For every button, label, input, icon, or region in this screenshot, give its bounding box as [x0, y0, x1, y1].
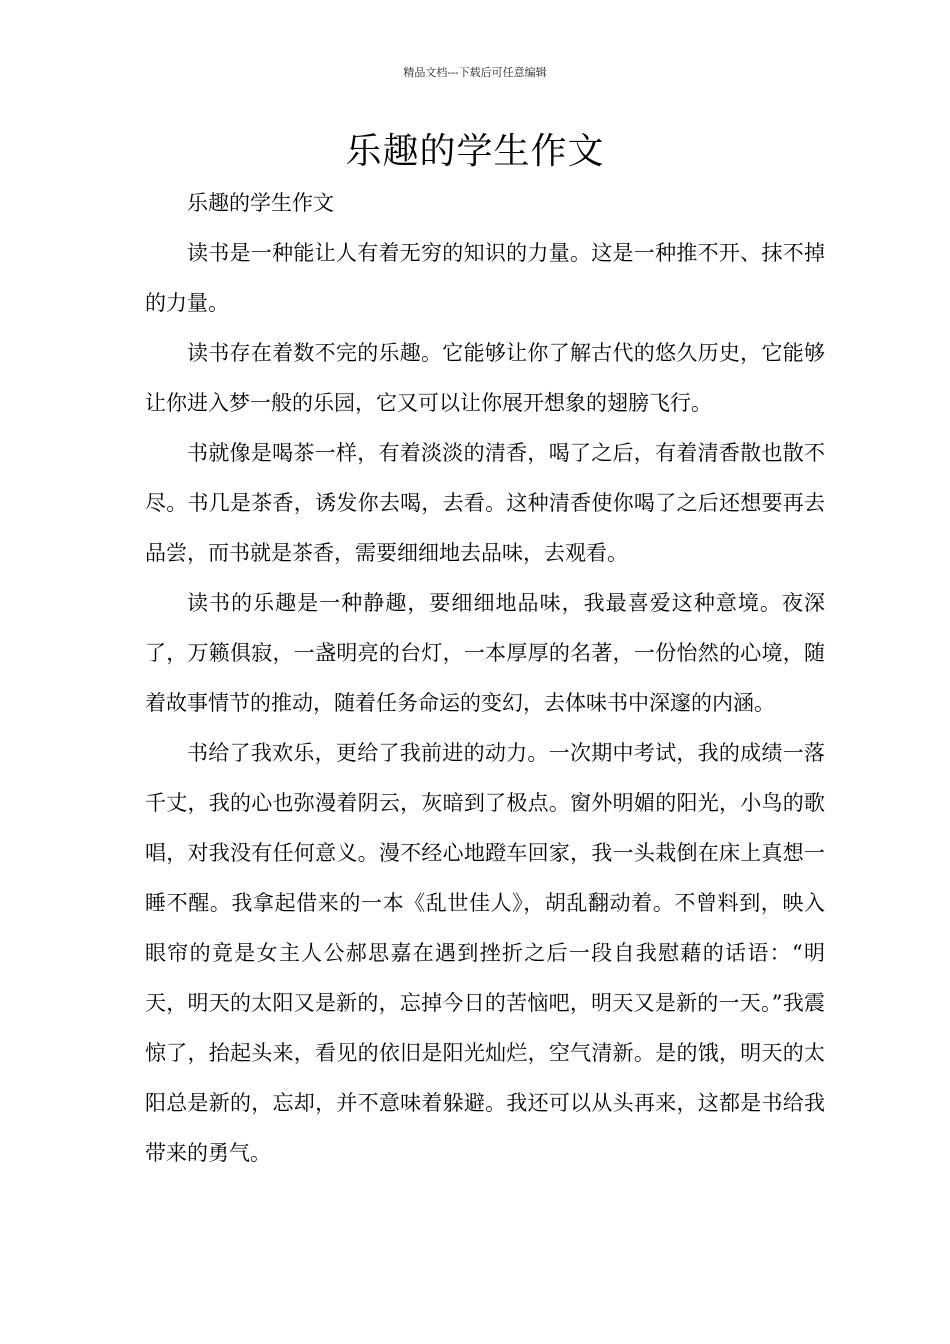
- paragraph: 读书是一种能让人有着无穷的知识的力量。这是一种推不开、抹不掉的力量。: [145, 241, 825, 315]
- page-title: 乐趣的学生作文: [345, 131, 605, 172]
- paragraph: 读书的乐趣是一种静趣，要细细地品味，我最喜爱这种意境。夜深了，万籁俱寂，一盏明亮的台灯，一本厚厚的名著，一份怡然的心境，随着故事情节的推动，随着任务命运的变幻，去体味书中深邃的内涵。: [145, 591, 825, 715]
- paragraph: 读书存在着数不完的乐趣。它能够让你了解古代的悠久历史，它能够让你进入梦一般的乐园，它又可以让你展开想象的翅膀飞行。: [145, 341, 825, 415]
- header-note: 精品文档---下载后可任意编辑: [403, 66, 547, 79]
- paragraph: 书就像是喝茶一样，有着淡淡的清香，喝了之后，有着清香散也散不尽。书几是茶香，诱发你去喝，去看。这种清香使你喝了之后还想要再去品尝，而书就是茶香，需要细细地去品味，去观看。: [145, 441, 825, 565]
- paragraph: 乐趣的学生作文: [187, 191, 334, 215]
- document-body: [145, 178, 825, 1178]
- paragraph: 书给了我欢乐，更给了我前进的动力。一次期中考试，我的成绩一落千丈，我的心也弥漫着阴云，灰暗到了极点。窗外明媚的阳光，小鸟的歌唱，对我没有任何意义。漫不经心地蹬车回家，我一头栽倒在床上真想一睡不醒。我拿起借来的一本《乱世佳人》，胡乱翻动着。不曾料到，映入眼帘的竟是女主人公郝思嘉在遇到挫折之后一段自我慰藉的话语：“明天，明天的太阳又是新的，忘掉今日的苦恼吧，明天又是新的一天。”我震惊了，抬起头来，看见的依旧是阳光灿烂，空气清新。是的饿，明天的太阳总是新的，忘却，并不意味着躲避。我还可以从头再来，这都是书给我带来的勇气。: [145, 741, 825, 1165]
